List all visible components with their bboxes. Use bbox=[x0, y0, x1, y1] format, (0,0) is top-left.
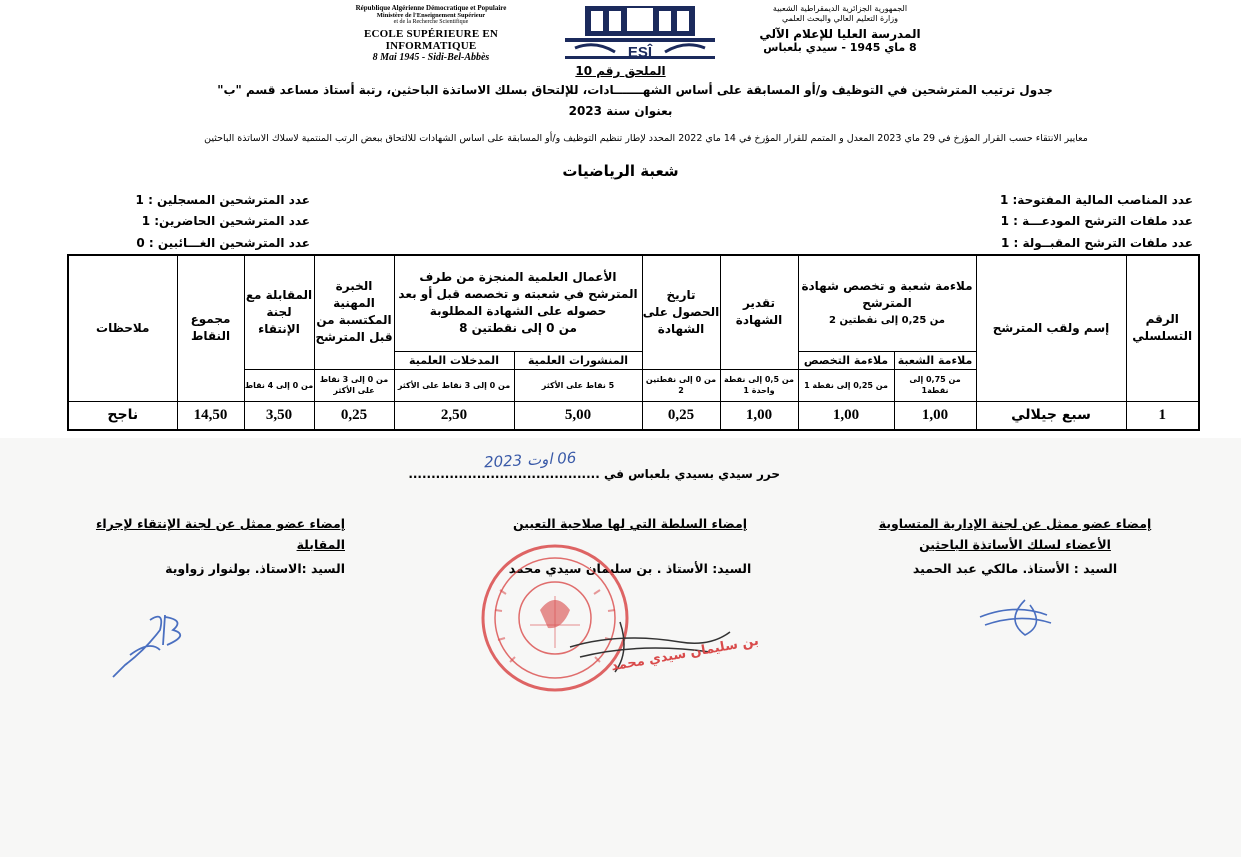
sig-mid-name: السيد: الأستاذ . بن سليمان سيدي محمد bbox=[508, 561, 752, 576]
sig-left-name: السيد :الاستاذ. بولنوار زواوية bbox=[165, 561, 345, 576]
fr-ministry: Ministère de l'Enseignement Supérieur bbox=[376, 12, 486, 19]
stat-open-positions: عدد المناصب المالية المفتوحة: 1 bbox=[999, 193, 1193, 207]
cell-interventions: 2,50 bbox=[394, 401, 514, 430]
signature-block-admin-committee bbox=[870, 513, 1160, 576]
range-suit-branch: من 0,75 إلى نقطة1 bbox=[894, 369, 976, 401]
header-publications: المنشورات العلمية bbox=[514, 351, 642, 369]
cell-interview: 3,50 bbox=[244, 401, 314, 430]
document-year: بعنوان سنة 2023 bbox=[568, 104, 673, 118]
header-date: تاريخ الحصول على الشهادة bbox=[642, 255, 720, 369]
header-experience: الخبرة المهنية المكتسبة من قبل المترشح bbox=[314, 255, 394, 369]
range-publications: 5 نقاط على الأكثر bbox=[514, 369, 642, 401]
edited-at: حرر سيدي بسيدي بلعباس في .......................................... bbox=[408, 467, 780, 481]
header-french bbox=[322, 4, 540, 63]
header-total: مجموع النقاط bbox=[177, 255, 244, 401]
cell-experience: 0,25 bbox=[314, 401, 394, 430]
header-suit-spec: ملاءمة التخصص bbox=[798, 351, 894, 369]
stat-files-submitted: عدد ملفات الترشح المودعـــة : 1 bbox=[1000, 214, 1193, 228]
header-interventions: المدخلات العلمية bbox=[394, 351, 514, 369]
table-row bbox=[68, 401, 1199, 430]
range-experience: من 0 إلى 3 نقاط على الأكثر bbox=[314, 369, 394, 401]
header-suitability bbox=[798, 255, 976, 351]
signature-block-selection-committee bbox=[95, 513, 345, 576]
header-name: إسم ولقب المترشح bbox=[976, 255, 1126, 401]
header-grade: تقدير الشهادة bbox=[720, 255, 798, 369]
header-interview: المقابلة مع لجنة الإنتقاء bbox=[244, 255, 314, 369]
ar-school-city: 8 ماي 1945 - سيدي بلعباس bbox=[763, 41, 917, 54]
fr-school-city: 8 Mai 1945 - Sidi-Bel-Abbès bbox=[372, 52, 490, 63]
header-works-label: الأعمال العلمية المنجزة من طرف المترشح في شعبته و تخصصه قبل أو بعد حصوله على الشهادة المطلوبة bbox=[398, 270, 638, 319]
header-works bbox=[394, 255, 642, 351]
annex-number: الملحق رقم 10 bbox=[575, 64, 666, 78]
range-interventions: من 0 إلى 3 نقاط على الأكثر bbox=[394, 369, 514, 401]
header-works-range: من 0 إلى نقطتين 8 bbox=[459, 321, 577, 336]
ar-school-name: المدرسة العليا للإعلام الآلي bbox=[759, 27, 921, 41]
cell-name: سبع جيلالي bbox=[976, 401, 1126, 430]
date-stamp: 06 اوت 2023 bbox=[483, 448, 577, 472]
sig-mid-title: إمضاء السلطة التي لها صلاحية التعيين bbox=[513, 516, 747, 531]
sig-right-title: إمضاء عضو ممثل عن لجنة الإدارية المتساوية الأعضاء لسلك الأساتذة الباحثين bbox=[878, 516, 1152, 552]
range-date: من 0 إلى نقطتين 2 bbox=[642, 369, 720, 401]
ar-ministry: وزارة التعليم العالي والبحث العلمي bbox=[782, 14, 898, 23]
stat-files-accepted: عدد ملفات الترشح المقبــولة : 1 bbox=[1000, 236, 1193, 250]
stat-registered: عدد المترشحين المسجلين : 1 bbox=[135, 193, 310, 207]
signature-admin-member bbox=[975, 595, 1055, 640]
ar-republic: الجمهورية الجزائرية الديمقراطية الشعبية bbox=[772, 4, 908, 13]
header-arabic bbox=[720, 4, 960, 54]
header-suitability-label: ملاءمة شعبة و تخصص شهادة المترشح bbox=[801, 278, 973, 310]
fr-ministry-2: et de la Recherche Scientifique bbox=[393, 19, 469, 25]
cell-publications: 5,00 bbox=[514, 401, 642, 430]
header-suitability-range: من 0,25 إلى نقطتين 2 bbox=[829, 314, 945, 326]
selection-criteria: معايير الانتقاء حسب القرار المؤرخ في 29 ماي 2023 المعدل و المتمم للقرار المؤرخ في 14 ماي 2022 المحدد لإطار تنظيم التوظيف و/أو المسابقة على اساس الشهادات للالتحاق ببعض الرتب المنتمية لاسلاك الاساتذة الباحثين bbox=[204, 133, 1088, 144]
school-logo bbox=[555, 2, 725, 62]
header-suit-branch: ملاءمة الشعبة bbox=[894, 351, 976, 369]
stamp-signature-text: بن سليمان سيدي محمد bbox=[610, 633, 760, 675]
signature-selection-member bbox=[105, 605, 195, 685]
range-interview: من 0 إلى 4 نقاط bbox=[244, 369, 314, 401]
document-title: جدول ترتيب المترشحين في التوظيف و/أو المسابقة على أساس الشهـــــــادات، للإلتحاق بسلك الاساتذة الباحثين، رتبة أستاذ مساعد قسم "ب" bbox=[217, 83, 1053, 97]
cell-date: 0,25 bbox=[642, 401, 720, 430]
ranking-table bbox=[67, 254, 1200, 431]
signature-authority bbox=[560, 612, 760, 692]
range-suit-spec: من 0,25 إلى نقطة 1 bbox=[798, 369, 894, 401]
logo-text: ESÎ bbox=[627, 44, 653, 61]
cell-notes: ناجح bbox=[68, 401, 177, 430]
fr-republic: République Algérienne Démocratique et Populaire bbox=[355, 4, 507, 12]
cell-suit-branch: 1,00 bbox=[894, 401, 976, 430]
section-title: شعبة الرياضيات bbox=[562, 162, 679, 180]
cell-total: 14,50 bbox=[177, 401, 244, 430]
fr-school-name: ECOLE SUPÉRIEURE EN INFORMATIQUE bbox=[364, 28, 498, 52]
cell-suit-spec: 1,00 bbox=[798, 401, 894, 430]
header-serial: الرقم التسلسلي bbox=[1126, 255, 1199, 401]
sig-right-name: السيد : الأستاذ. مالكي عبد الحميد bbox=[912, 561, 1118, 576]
sig-left-title: إمضاء عضو ممثل عن لجنة الإنتقاء لإجراء المقابلة bbox=[95, 516, 345, 552]
stat-absent: عدد المترشحين الغـــائبين : 0 bbox=[136, 236, 310, 250]
range-grade: من 0,5 إلى نقطة واحدة 1 bbox=[720, 369, 798, 401]
stat-present: عدد المترشحين الحاضرين: 1 bbox=[141, 214, 310, 228]
cell-serial: 1 bbox=[1126, 401, 1199, 430]
header-notes: ملاحظات bbox=[68, 255, 177, 401]
cell-grade: 1,00 bbox=[720, 401, 798, 430]
